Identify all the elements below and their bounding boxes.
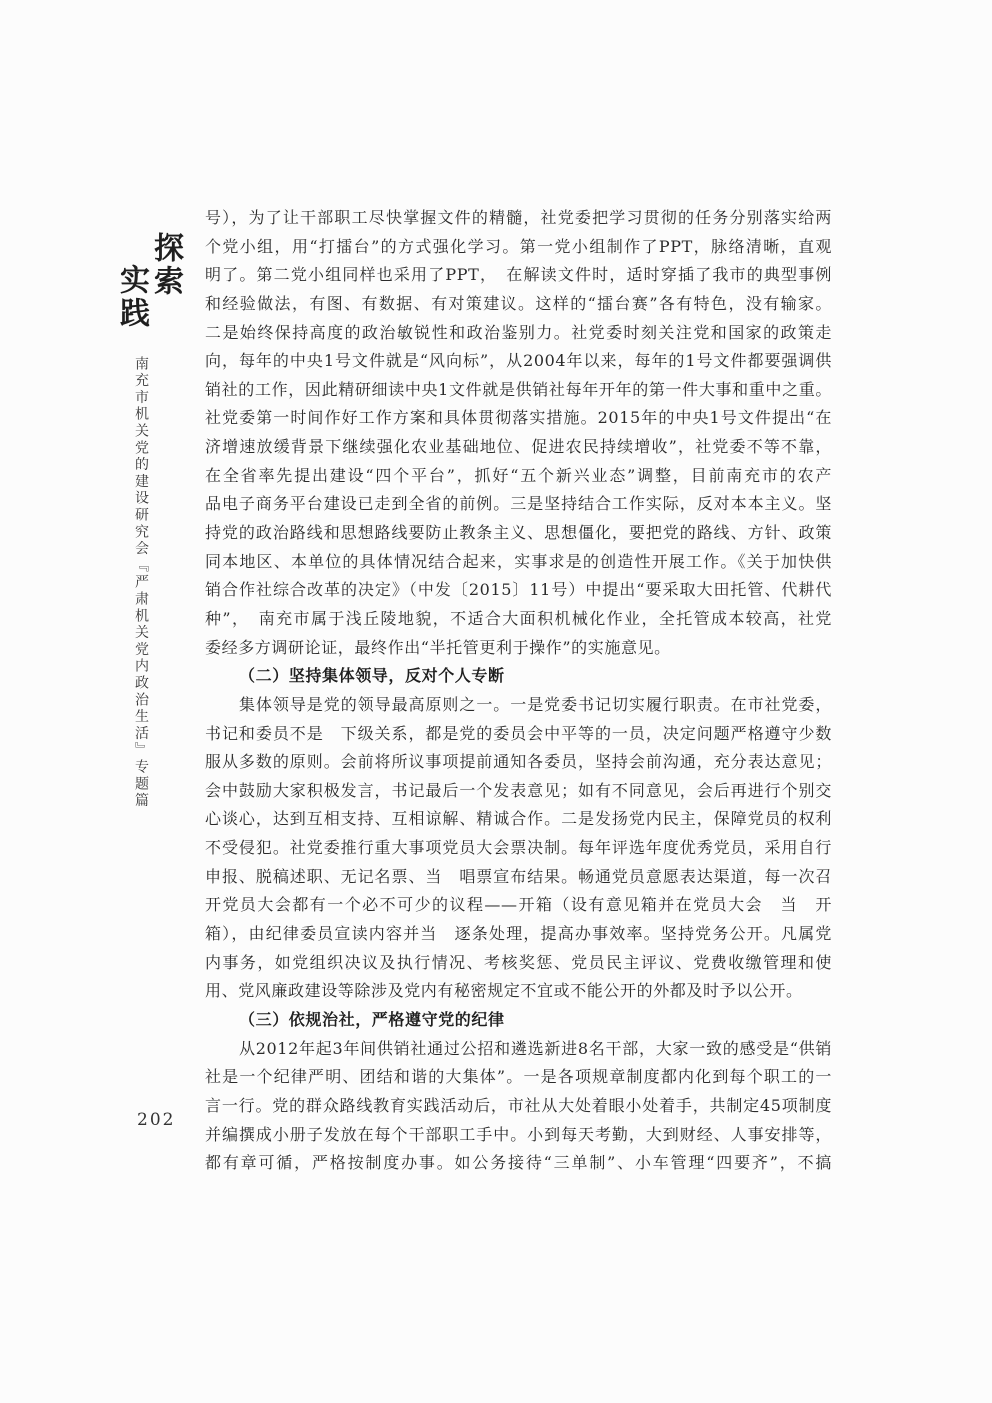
body-line: 心谈心，达到互相支持、互相谅解、精诚合作。二是发扬党内民主，保障党员的权利 [205,809,832,829]
body-line: 集体领导是党的领导最高原则之一。一是党委书记切实履行职责。在市社党委， [239,694,832,714]
body-line: 持党的政治路线和思想路线要防止教条主义、思想僵化，要把党的路线、方针、政策 [205,523,832,543]
body-line: 在全省率先提出建设“四个平台”，抓好“五个新兴业态”调整，目前南充市的农产 [205,465,832,485]
body-line: 开党员大会都有一个必不可少的议程——开箱（设有意见箱并在党员大会 当 开 [205,895,832,915]
body-line: 箱），由纪律委员宣读内容并当 逐条处理，提高办事效率。坚持党务公开。凡属党 [205,924,832,944]
body-line: 号），为了让干部职工尽快掌握文件的精髓，社党委把学习贯彻的任务分别落实给两 [205,208,832,227]
body-line: 都有章可循，严格按制度办事。如公务接待“三单制”、小车管理“四要齐”，不搞 [205,1153,832,1173]
body-line: 不受侵犯。社党委推行重大事项党员大会票决制。每年评选年度优秀党员，采用自行 [205,838,832,858]
body-line: 内事务，如党组织决议及执行情况、考核奖惩、党员民主评议、党费收缴管理和使 [205,952,832,972]
section-heading: （三）依规治社，严格遵守党的纪律 [239,1009,505,1029]
body-line: 会中鼓励大家积极发言，书记最后一个发表意见；如有不同意见，会后再进行个别交 [205,780,832,800]
body-line: 济增速放缓背景下继续强化农业基础地位、促进农民持续增收”，社党委不等不靠， [205,437,832,457]
body-line: 从2012年起3年间供销社通过公招和遴选新进8名干部，大家一致的感受是“供销 [239,1038,832,1058]
body-text [205,204,832,1178]
calligraphy-title-part-1: 探索 [148,232,183,298]
body-line: 销合作社综合改革的决定》（中发〔2015〕11号）中提出“要采取大田托管、代耕代 [205,580,832,600]
body-line: 并编撰成小册子发放在每个干部职工手中。小到每天考勤，大到财经、人事安排等， [205,1124,832,1144]
page-number: 202 [137,1110,176,1130]
body-line: 申报、脱稿述职、无记名票、当 唱票宣布结果。畅通党员意愿表达渠道，每一次召 [205,866,832,886]
body-line: 用、党风廉政建设等除涉及党内有秘密规定不宜或不能公开的外都及时予以公开。 [205,981,803,1001]
body-line: 品电子商务平台建设已走到全省的前例。三是坚持结合工作实际，反对本本主义。坚 [205,494,832,514]
body-line: 委经多方调研论证，最终作出“半托管更利于操作”的实施意见。 [205,637,671,657]
body-line: 社是一个纪律严明、团结和谐的大集体”。一是各项规章制度都内化到每个职工的一 [205,1067,832,1087]
body-line: 书记和委员不是 下级关系，都是党的委员会中平等的一员，决定问题严格遵守少数 [205,723,832,743]
body-line: 销社的工作，因此精研细读中央1文件就是供销社每年开年的第一件大事和重中之重。 [205,379,832,399]
body-line: 同本地区、本单位的具体情况结合起来，实事求是的创造性开展工作。《关于加快供 [205,551,832,571]
body-line: 服从多数的原则。会前将所议事项提前通知各委员，坚持会前沟通，充分表达意见； [205,752,832,772]
body-line: 向，每年的中央1号文件就是“风向标”，从2004年以来，每年的1号文件都要强调供 [205,351,832,371]
vertical-series-title: 南充市机关党的建设研究会『严肃机关党内政治生活』专题篇 [133,356,149,810]
body-line: 言一行。党的群众路线教育实践活动后，市社从大处着眼小处着手，共制定45项制度 [205,1095,832,1115]
section-heading: （二）坚持集体领导，反对个人专断 [239,666,505,686]
body-line: 二是始终保持高度的政治敏锐性和政治鉴别力。社党委时刻关注党和国家的政策走 [205,322,832,342]
calligraphy-title-part-2: 实践 [114,264,149,330]
body-line: 种”， 南充市属于浅丘陵地貌，不适合大面积机械化作业，全托管成本较高，社党 [205,608,832,628]
body-line: 社党委第一时间作好工作方案和具体贯彻落实措施。2015年的中央1号文件提出“在 [205,408,832,428]
body-line: 和经验做法，有图、有数据、有对策建议。这样的“擂台赛”各有特色，没有输家。 [205,293,832,313]
body-line: 明了。第二党小组同样也采用了PPT， 在解读文件时，适时穿插了我市的典型事例 [205,265,832,285]
body-line: 个党小组，用“打擂台”的方式强化学习。第一党小组制作了PPT，脉络清晰，直观 [205,236,832,256]
